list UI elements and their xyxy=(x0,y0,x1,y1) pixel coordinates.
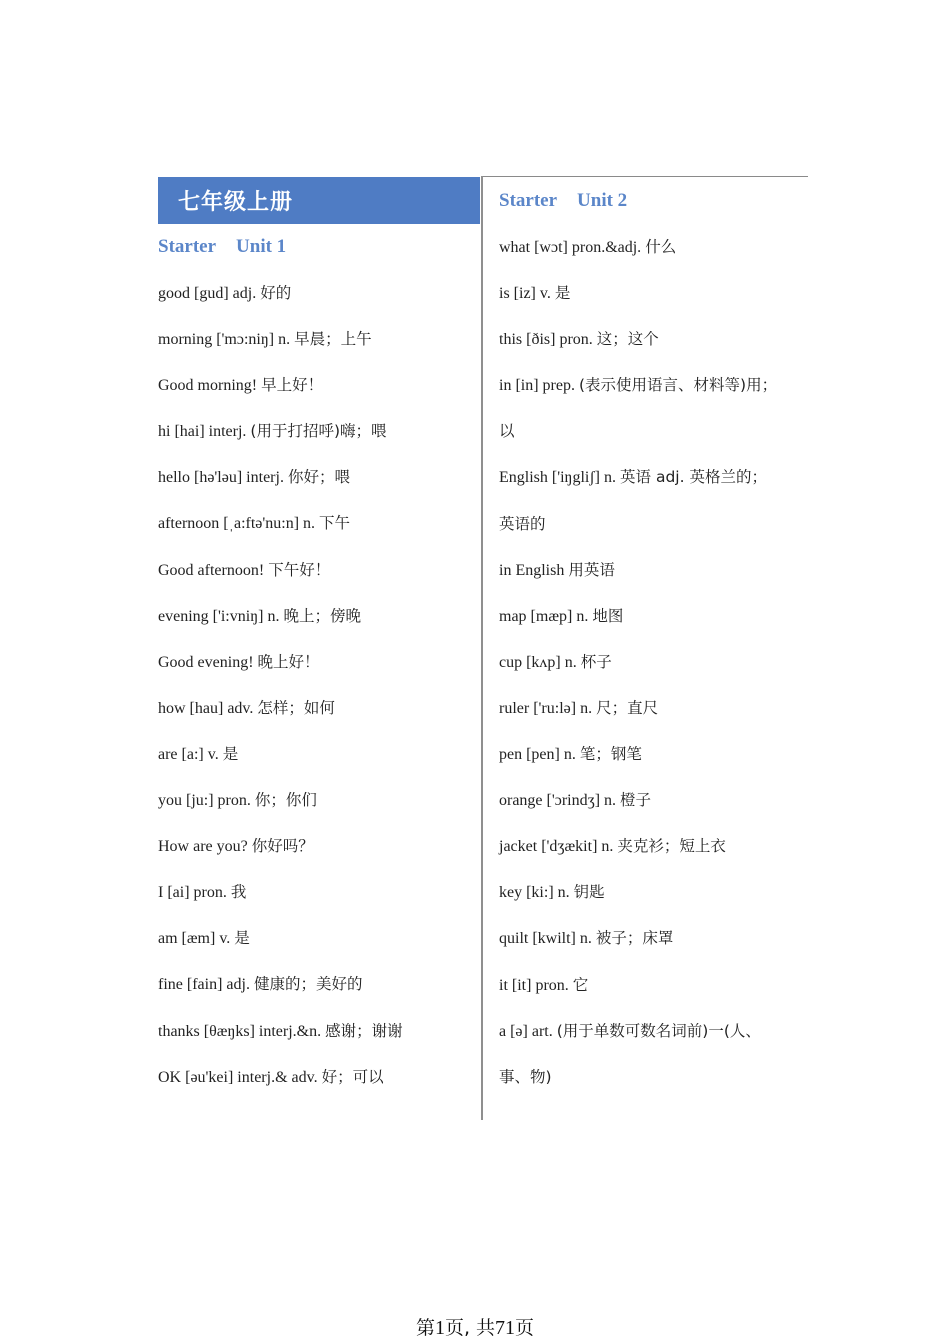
entry-chinese: 它 xyxy=(572,975,589,994)
unit-label: Unit 2 xyxy=(577,190,628,211)
entry-english: in English xyxy=(499,561,569,579)
vocab-entry xyxy=(158,685,478,731)
entry-english: fine [fain] adj. xyxy=(158,976,254,994)
entry-english: English ['iŋgliʃ] n. xyxy=(499,469,621,487)
vocab-entry xyxy=(158,408,478,454)
vocab-entry xyxy=(158,316,478,362)
entry-chinese: 地图 xyxy=(592,606,624,625)
vocab-entry xyxy=(499,731,809,777)
entry-english: OK [əu'kei] interj.& adv. xyxy=(158,1068,322,1086)
entry-chinese: 用英语 xyxy=(568,560,615,579)
entry-chinese: 什么 xyxy=(645,238,677,256)
entry-english: Good afternoon! xyxy=(158,561,269,579)
vocab-entry xyxy=(499,639,809,685)
starter-label: Starter xyxy=(158,236,217,257)
vocab-entry xyxy=(499,869,809,915)
entry-english: is [iz] v. xyxy=(499,285,555,303)
vocab-entry xyxy=(499,362,809,408)
entry-chinese: 夹克衫；短上衣 xyxy=(617,837,726,856)
vocab-entry xyxy=(499,316,809,362)
entry-chinese: 笔；钢笔 xyxy=(579,745,642,764)
entry-chinese: 下午好！ xyxy=(268,560,331,579)
page-total: 71 xyxy=(495,1317,516,1339)
entry-chinese: (用于单数可数名词前)一(人、 xyxy=(556,1021,761,1040)
entry-chinese: (用于打招呼)嗨；喂 xyxy=(250,422,387,441)
entry-chinese: 尺；直尺 xyxy=(596,698,659,717)
column-divider xyxy=(481,176,483,1120)
entry-chinese: 你好吗？ xyxy=(251,837,314,856)
vocab-entry xyxy=(499,962,809,1008)
entry-english: how [hau] adv. xyxy=(158,699,258,717)
entry-english: am [æm] v. xyxy=(158,930,235,948)
entry-english: morning ['mɔ:niŋ] n. xyxy=(158,331,295,349)
vocab-entry xyxy=(499,454,809,500)
entry-english: good [gud] adj. xyxy=(158,285,261,302)
entry-chinese: 早上好！ xyxy=(261,376,324,395)
entry-english: this [ðis] pron. xyxy=(499,331,597,349)
entry-chinese: 晚上好！ xyxy=(257,652,320,671)
entry-chinese: 杯子 xyxy=(580,652,612,671)
entry-english: How are you? xyxy=(158,838,252,856)
right-column xyxy=(499,178,809,1100)
vocab-entry xyxy=(158,777,478,823)
entry-english: pen [pen] n. xyxy=(499,746,580,764)
vocab-entry xyxy=(158,823,478,869)
entry-english: key [ki:] n. xyxy=(499,884,574,902)
unit-label: Unit 1 xyxy=(236,236,287,257)
entry-english: in [in] prep. xyxy=(499,377,579,395)
entry-chinese: 是 xyxy=(554,284,571,303)
entry-english: afternoon [ˌa:ftə'nu:n] n. xyxy=(158,515,320,533)
entry-english: cup [kʌp] n. xyxy=(499,653,581,671)
vocab-entry xyxy=(499,224,809,270)
entry-chinese: 英语的 xyxy=(499,514,546,533)
entry-english: hello [hə'ləu] interj. xyxy=(158,469,288,487)
vocab-entry xyxy=(158,500,478,546)
vocab-entry xyxy=(158,869,478,915)
vocab-entry xyxy=(158,270,478,316)
title-band xyxy=(158,177,480,224)
vocab-entry xyxy=(499,915,809,961)
page-footer xyxy=(0,1313,950,1340)
entry-chinese: 怎样；如何 xyxy=(257,698,335,717)
entry-english: orange ['ɔrindʒ] n. xyxy=(499,792,621,810)
top-rule xyxy=(482,176,808,177)
entry-chinese: 事、物) xyxy=(499,1067,552,1086)
vocab-entry xyxy=(499,823,809,869)
vocab-entry xyxy=(158,1008,478,1054)
entry-chinese: 晚上；傍晚 xyxy=(283,606,361,625)
vocab-entry xyxy=(499,270,809,316)
entry-chinese: 你；你们 xyxy=(254,791,317,810)
vocab-entry xyxy=(158,731,478,777)
vocab-entry xyxy=(158,547,478,593)
vocab-entry xyxy=(158,915,478,961)
left-column xyxy=(158,224,478,1100)
entry-english: hi [hai] interj. xyxy=(158,423,251,441)
vocab-entry xyxy=(499,777,809,823)
entry-english: Good evening! xyxy=(158,653,258,671)
entry-english: what [wɔt] pron.&adj. xyxy=(499,239,646,256)
entry-english: it [it] pron. xyxy=(499,976,573,994)
entry-chinese: 钥匙 xyxy=(573,883,605,902)
entry-chinese: 这；这个 xyxy=(596,330,659,349)
entry-chinese: 好的 xyxy=(260,284,292,302)
entry-english: quilt [kwilt] n. xyxy=(499,930,596,948)
entry-chinese: 是 xyxy=(222,744,239,763)
entry-english: Good morning! xyxy=(158,377,262,395)
vocab-entry xyxy=(499,1008,809,1054)
vocab-entry xyxy=(499,1054,809,1100)
vocab-entry xyxy=(499,501,809,547)
page-number: 1 xyxy=(434,1317,445,1339)
entry-english: you [ju:] pron. xyxy=(158,792,255,810)
entry-english: evening ['i:vniŋ] n. xyxy=(158,607,284,625)
entry-english: I [ai] pron. xyxy=(158,884,231,902)
entry-chinese: 是 xyxy=(234,929,250,948)
page-title: 七年级上册 xyxy=(178,190,294,215)
unit-heading-left xyxy=(158,224,478,270)
entry-chinese: 以 xyxy=(499,422,515,441)
footer-prefix: 第 xyxy=(415,1317,435,1339)
entry-chinese: 感谢；谢谢 xyxy=(325,1021,403,1040)
vocab-entry xyxy=(158,454,478,500)
entry-chinese: 好；可以 xyxy=(321,1067,384,1086)
entry-chinese: 橙子 xyxy=(620,791,652,810)
entry-chinese: 早晨；上午 xyxy=(294,330,372,349)
vocab-entry xyxy=(499,547,809,593)
entry-chinese: (表示使用语言、材料等)用； xyxy=(578,376,778,395)
entry-chinese: 被子；床罩 xyxy=(595,929,674,948)
entry-chinese: 我 xyxy=(230,883,247,902)
entry-chinese: 健康的；美好的 xyxy=(253,975,363,994)
footer-suffix: 页 xyxy=(515,1317,535,1339)
entry-english: a [ə] art. xyxy=(499,1022,557,1040)
vocab-entry xyxy=(158,1054,478,1100)
vocab-entry xyxy=(158,593,478,639)
unit-heading-right xyxy=(499,178,809,224)
entry-chinese: 下午 xyxy=(319,514,351,533)
vocab-entry xyxy=(499,593,809,639)
vocab-entry xyxy=(499,685,809,731)
footer-middle: 页, 共 xyxy=(444,1317,496,1339)
vocab-entry xyxy=(158,961,478,1007)
vocab-entry xyxy=(499,408,809,454)
starter-label: Starter xyxy=(499,190,558,211)
entry-chinese: 你好；喂 xyxy=(287,468,350,487)
vocab-entry xyxy=(158,639,478,685)
entry-english: ruler ['ru:lə] n. xyxy=(499,699,597,717)
entry-english: map [mæp] n. xyxy=(499,607,593,625)
entry-english: are [a:] v. xyxy=(158,745,223,763)
entry-chinese: 英语 adj. 英格兰的； xyxy=(620,468,767,487)
entry-english: thanks [θæŋks] interj.&n. xyxy=(158,1022,326,1040)
entry-english: jacket ['dʒækit] n. xyxy=(499,838,618,856)
vocab-entry xyxy=(158,362,478,408)
